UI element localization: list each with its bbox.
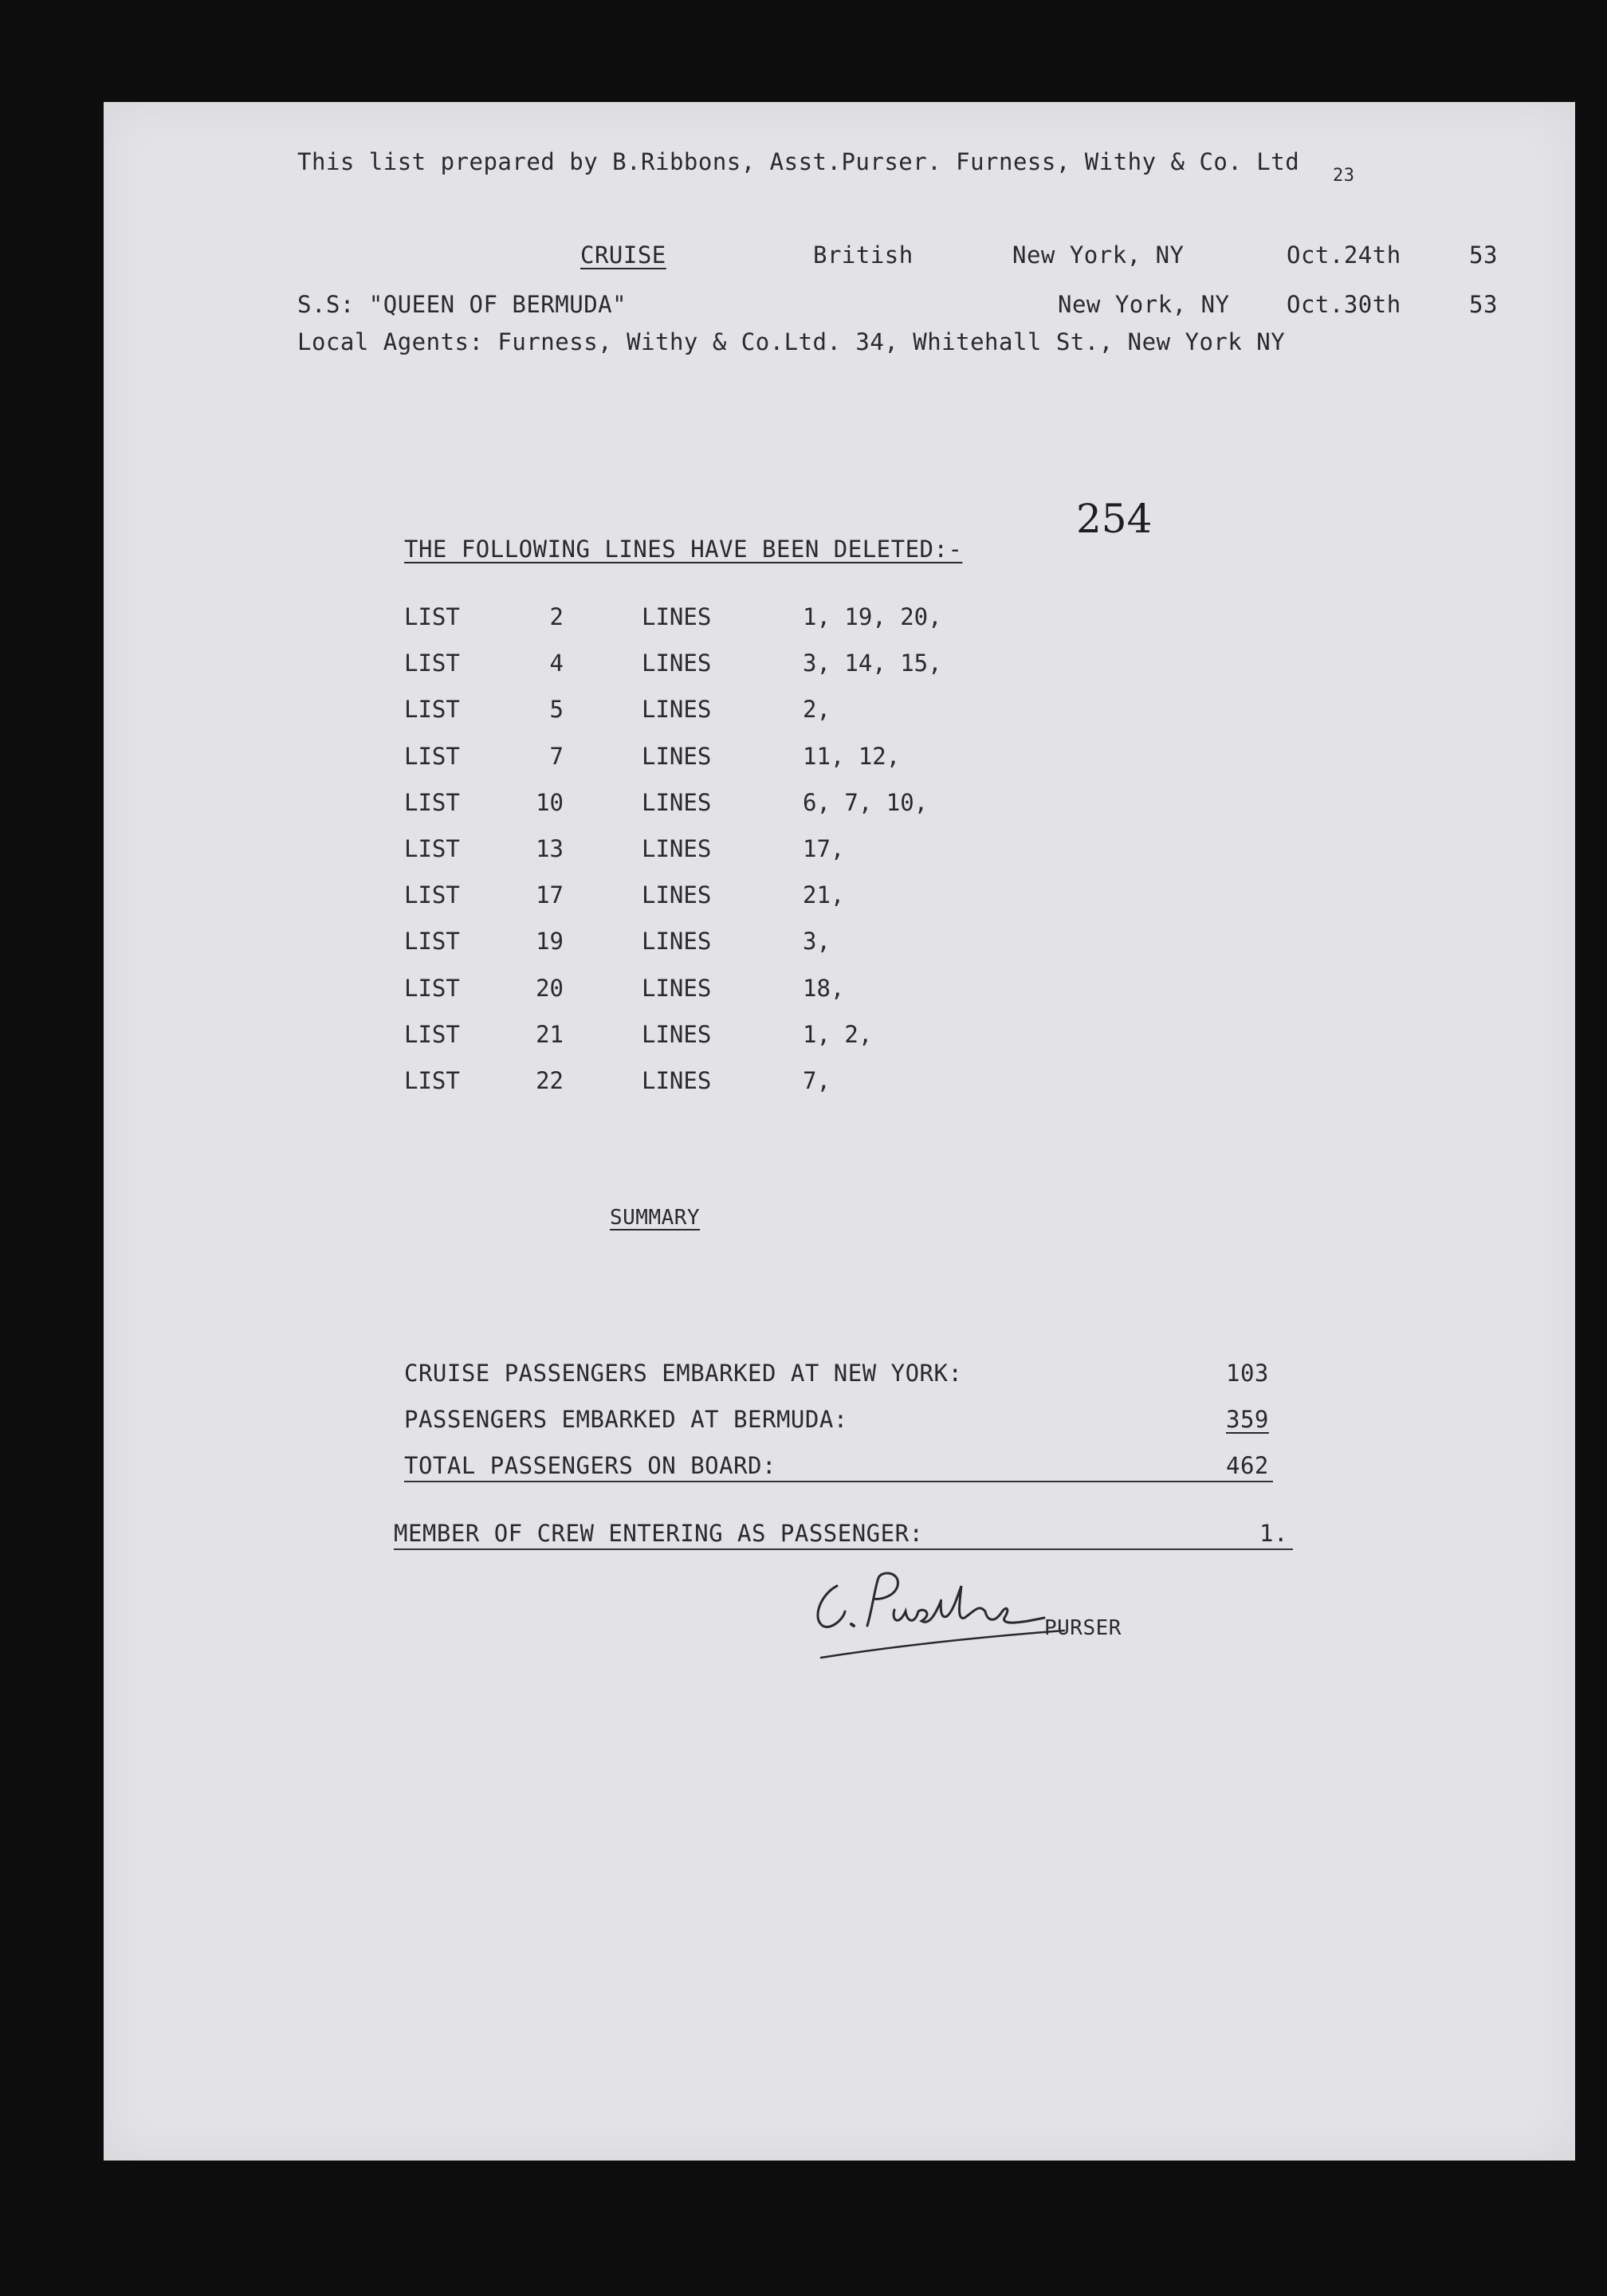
row-lines-label: LINES [642, 974, 712, 1002]
row-lines-label: LINES [642, 742, 712, 770]
arrival-date: Oct.30th [1287, 291, 1401, 318]
row-list-label: LIST [404, 974, 460, 1002]
row-line-numbers: 21, [803, 881, 845, 909]
arrival-year: 53 [1469, 291, 1498, 318]
row-lines-label: LINES [642, 928, 712, 956]
bermuda-passengers-label: PASSENGERS EMBARKED AT BERMUDA: [404, 1406, 848, 1433]
row-lines-label: LINES [642, 788, 712, 816]
total-passengers-label: TOTAL PASSENGERS ON BOARD: [404, 1452, 776, 1479]
ship-name: S.S: "QUEEN OF BERMUDA" [297, 291, 627, 318]
row-list-label: LIST [404, 788, 460, 816]
document-sheet [104, 102, 1575, 2161]
row-lines-label: LINES [642, 1020, 712, 1048]
total-passengers-value: 462 [1226, 1452, 1269, 1479]
deleted-heading: THE FOLLOWING LINES HAVE BEEN DELETED:- [404, 536, 963, 563]
row-lines-label: LINES [642, 1067, 712, 1094]
bermuda-passengers-value: 359 [1226, 1406, 1269, 1433]
row-list-number: 22 [536, 1067, 564, 1094]
crew-passenger-value: 1. [1259, 1520, 1288, 1547]
row-list-label: LIST [404, 1067, 460, 1094]
row-list-number: 19 [536, 928, 564, 956]
row-list-label: LIST [404, 835, 460, 862]
row-list-number: 13 [536, 835, 564, 862]
row-line-numbers: 3, [803, 928, 831, 956]
row-list-number: 20 [536, 974, 564, 1002]
row-list-number: 5 [549, 696, 564, 724]
departure-port: New York, NY [1012, 241, 1185, 269]
row-lines-label: LINES [642, 835, 712, 862]
row-line-numbers: 11, 12, [803, 742, 901, 770]
row-list-number: 2 [549, 603, 564, 630]
row-lines-label: LINES [642, 603, 712, 630]
handwritten-signature [805, 1570, 1068, 1666]
row-list-label: LIST [404, 650, 460, 677]
arrival-port: New York, NY [1058, 291, 1230, 318]
local-agents: Local Agents: Furness, Withy & Co.Ltd. 34, Whitehall St., New York NY [297, 328, 1286, 355]
crew-underline [394, 1548, 1293, 1550]
stamp-number: 254 [1076, 496, 1153, 542]
row-list-label: LIST [404, 603, 460, 630]
cruise-passengers-value: 103 [1226, 1360, 1269, 1387]
crew-passenger-label: MEMBER OF CREW ENTERING AS PASSENGER: [394, 1520, 924, 1547]
row-lines-label: LINES [642, 881, 712, 909]
page-mark: 23 [1333, 166, 1355, 186]
row-line-numbers: 18, [803, 974, 845, 1002]
cruise-passengers-label: CRUISE PASSENGERS EMBARKED AT NEW YORK: [404, 1360, 963, 1387]
row-line-numbers: 6, 7, 10, [803, 788, 929, 816]
row-list-number: 7 [549, 742, 564, 770]
departure-date: Oct.24th [1287, 241, 1401, 269]
nationality: British [813, 241, 914, 269]
row-list-number: 10 [536, 788, 564, 816]
row-lines-label: LINES [642, 650, 712, 677]
row-list-number: 4 [549, 650, 564, 677]
row-line-numbers: 3, 14, 15, [803, 650, 942, 677]
row-list-label: LIST [404, 1020, 460, 1048]
prepared-by-line: This list prepared by B.Ribbons, Asst.Purser. Furness, Withy & Co. Ltd [297, 148, 1300, 175]
voyage-type: CRUISE [580, 241, 666, 269]
row-list-label: LIST [404, 696, 460, 724]
purser-title: PURSER [1044, 1616, 1122, 1640]
total-underline [404, 1481, 1273, 1482]
row-lines-label: LINES [642, 696, 712, 724]
row-line-numbers: 1, 2, [803, 1020, 873, 1048]
row-list-label: LIST [404, 928, 460, 956]
row-line-numbers: 2, [803, 696, 831, 724]
row-list-number: 21 [536, 1020, 564, 1048]
departure-year: 53 [1469, 241, 1498, 269]
summary-heading: SUMMARY [610, 1206, 701, 1230]
row-line-numbers: 7, [803, 1067, 831, 1094]
row-list-number: 17 [536, 881, 564, 909]
row-line-numbers: 1, 19, 20, [803, 603, 942, 630]
row-list-label: LIST [404, 881, 460, 909]
row-line-numbers: 17, [803, 835, 845, 862]
row-list-label: LIST [404, 742, 460, 770]
